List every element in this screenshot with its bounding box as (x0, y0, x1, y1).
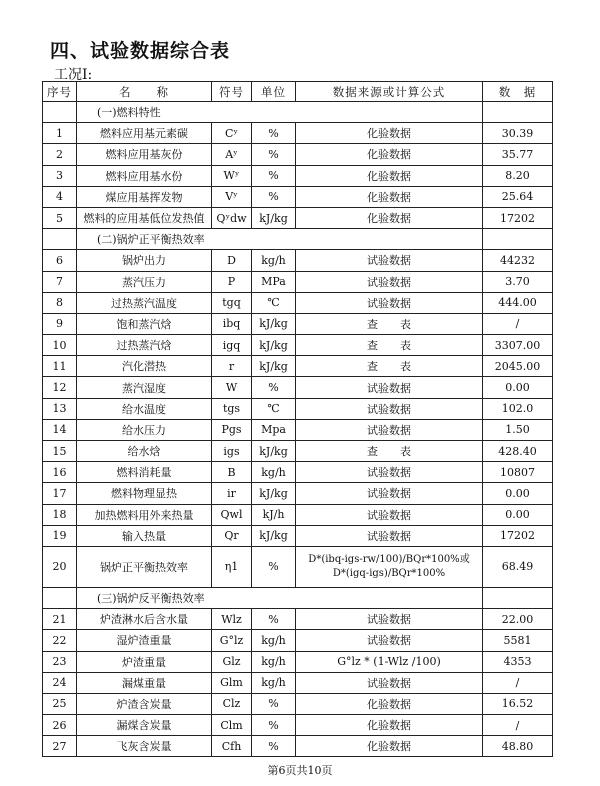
row-symbol: tgq (212, 292, 252, 313)
row-source: 化验数据 (296, 736, 483, 757)
table-row (43, 207, 553, 228)
row-name: 过热蒸汽焓 (77, 335, 212, 356)
row-source: 化验数据 (296, 144, 483, 165)
row-number: 9 (43, 313, 77, 334)
table-body (43, 102, 553, 757)
table-row (43, 186, 553, 207)
row-unit: MPa (252, 271, 296, 292)
row-unit: % (252, 715, 296, 736)
row-source: G°lz * (1-Wlz /100) (296, 651, 483, 672)
row-source: 试验数据 (296, 398, 483, 419)
row-number: 23 (43, 651, 77, 672)
row-name: 加热燃料用外来热量 (77, 504, 212, 525)
row-source: 试验数据 (296, 483, 483, 504)
row-name: 漏煤含炭量 (77, 715, 212, 736)
row-symbol: Glz (212, 651, 252, 672)
table-row (43, 271, 553, 292)
row-name: 煤应用基挥发物 (77, 186, 212, 207)
row-value: 30.39 (483, 123, 553, 144)
row-symbol: igs (212, 441, 252, 462)
row-value: 35.77 (483, 144, 553, 165)
row-symbol: P (212, 271, 252, 292)
row-value: 102.0 (483, 398, 553, 419)
section-label: (三)锅炉反平衡热效率 (77, 587, 483, 608)
row-value: 17202 (483, 207, 553, 228)
row-source: 试验数据 (296, 462, 483, 483)
row-number: 16 (43, 462, 77, 483)
table-row (43, 144, 553, 165)
row-name: 过热蒸汽温度 (77, 292, 212, 313)
row-number: 22 (43, 630, 77, 651)
row-value: 8.20 (483, 165, 553, 186)
row-source: 化验数据 (296, 186, 483, 207)
table-row (43, 250, 553, 271)
empty-cell (43, 102, 77, 123)
row-number: 12 (43, 377, 77, 398)
row-name: 湿炉渣重量 (77, 630, 212, 651)
row-source: 试验数据 (296, 377, 483, 398)
row-name: 锅炉出力 (77, 250, 212, 271)
row-value: 1.50 (483, 419, 553, 440)
table-row (43, 483, 553, 504)
section-row (43, 229, 553, 250)
row-symbol: B (212, 462, 252, 483)
row-name: 锅炉正平衡热效率 (77, 546, 212, 587)
row-value: 3307.00 (483, 335, 553, 356)
row-unit: kJ/kg (252, 525, 296, 546)
empty-cell (43, 587, 77, 608)
row-symbol: tgs (212, 398, 252, 419)
row-number: 14 (43, 419, 77, 440)
row-number: 24 (43, 672, 77, 693)
formula-line: D*(igq-igs)/BQr*100% (332, 567, 446, 579)
row-value: 4353 (483, 651, 553, 672)
row-symbol: G°lz (212, 630, 252, 651)
row-symbol: ir (212, 483, 252, 504)
row-name: 漏煤重量 (77, 672, 212, 693)
row-number: 6 (43, 250, 77, 271)
row-source: 化验数据 (296, 165, 483, 186)
row-name: 给水焓 (77, 441, 212, 462)
row-unit: % (252, 186, 296, 207)
row-value: / (483, 313, 553, 334)
table-row (43, 165, 553, 186)
row-unit: kJ/kg (252, 483, 296, 504)
row-number: 11 (43, 356, 77, 377)
row-value: 2045.00 (483, 356, 553, 377)
row-value: 0.00 (483, 504, 553, 525)
row-symbol: ibq (212, 313, 252, 334)
table-row (43, 377, 553, 398)
row-number: 19 (43, 525, 77, 546)
row-number: 18 (43, 504, 77, 525)
row-source: 查 表 (296, 441, 483, 462)
row-unit: % (252, 693, 296, 714)
table-row (43, 651, 553, 672)
row-source: 试验数据 (296, 419, 483, 440)
column-header: 序号 (43, 82, 77, 102)
row-number: 17 (43, 483, 77, 504)
row-unit: kg/h (252, 672, 296, 693)
table-row (43, 313, 553, 334)
row-source: 查 表 (296, 335, 483, 356)
row-unit: % (252, 736, 296, 757)
row-name: 输入热量 (77, 525, 212, 546)
row-number: 26 (43, 715, 77, 736)
empty-cell (483, 229, 553, 250)
row-symbol: D (212, 250, 252, 271)
table-row (43, 356, 553, 377)
page-footer: 第6页共10页 (267, 764, 333, 777)
table-row (43, 292, 553, 313)
column-header: 单位 (252, 82, 296, 102)
row-value: / (483, 672, 553, 693)
row-name: 汽化潜热 (77, 356, 212, 377)
table-row (43, 672, 553, 693)
row-symbol: Aʸ (212, 144, 252, 165)
table-row (43, 504, 553, 525)
row-symbol: Wlz (212, 609, 252, 630)
table-row (43, 715, 553, 736)
row-value: 22.00 (483, 609, 553, 630)
row-unit: kg/h (252, 630, 296, 651)
row-unit: ℃ (252, 292, 296, 313)
row-name: 燃料消耗量 (77, 462, 212, 483)
row-value: 25.64 (483, 186, 553, 207)
row-source: 试验数据 (296, 250, 483, 271)
row-number: 27 (43, 736, 77, 757)
row-source: 试验数据 (296, 271, 483, 292)
row-source: 化验数据 (296, 715, 483, 736)
section-row (43, 102, 553, 123)
row-source: 试验数据 (296, 525, 483, 546)
table-row (43, 525, 553, 546)
table-row (43, 441, 553, 462)
row-value: 0.00 (483, 377, 553, 398)
document-title: 四、试验数据综合表 (50, 40, 231, 62)
empty-cell (483, 587, 553, 608)
row-symbol: Qʸdw (212, 207, 252, 228)
section-row (43, 587, 553, 608)
row-unit: kJ/kg (252, 313, 296, 334)
row-source: 试验数据 (296, 630, 483, 651)
row-symbol: Vʸ (212, 186, 252, 207)
row-number: 13 (43, 398, 77, 419)
formula-line: D*(ibq-igs-rw/100)/BQr*100%或 (308, 553, 470, 565)
row-number: 10 (43, 335, 77, 356)
row-number: 21 (43, 609, 77, 630)
empty-cell (483, 102, 553, 123)
row-symbol: Pgs (212, 419, 252, 440)
table-row (43, 609, 553, 630)
row-name: 燃料应用基水份 (77, 165, 212, 186)
row-symbol: Cfh (212, 736, 252, 757)
section-label: (二)锅炉正平衡热效率 (77, 229, 483, 250)
row-unit: kJ/kg (252, 441, 296, 462)
row-number: 4 (43, 186, 77, 207)
table-row (43, 630, 553, 651)
row-symbol: Qwl (212, 504, 252, 525)
row-number: 25 (43, 693, 77, 714)
row-name: 燃料的应用基低位发热值 (77, 207, 212, 228)
table-row (43, 398, 553, 419)
section-label: (一)燃料特性 (77, 102, 483, 123)
table-row (43, 693, 553, 714)
row-unit: kg/h (252, 651, 296, 672)
table-row (43, 736, 553, 757)
row-unit: Mpa (252, 419, 296, 440)
row-name: 飞灰含炭量 (77, 736, 212, 757)
row-symbol: Clm (212, 715, 252, 736)
row-source: 试验数据 (296, 292, 483, 313)
row-unit: % (252, 377, 296, 398)
row-unit: kJ/kg (252, 335, 296, 356)
row-unit: % (252, 123, 296, 144)
row-name: 燃料应用基元素碳 (77, 123, 212, 144)
row-value: 48.80 (483, 736, 553, 757)
row-symbol: Glm (212, 672, 252, 693)
row-name: 燃料物理显热 (77, 483, 212, 504)
row-number: 7 (43, 271, 77, 292)
row-value: / (483, 715, 553, 736)
row-name: 炉渣淋水后含水量 (77, 609, 212, 630)
row-unit: % (252, 144, 296, 165)
row-unit: ℃ (252, 398, 296, 419)
row-value: 0.00 (483, 483, 553, 504)
row-source: 化验数据 (296, 207, 483, 228)
column-header: 名 称 (77, 82, 212, 102)
condition-label: 工况I: (54, 67, 93, 83)
row-symbol: r (212, 356, 252, 377)
row-source (296, 546, 483, 587)
row-unit: % (252, 165, 296, 186)
row-value: 10807 (483, 462, 553, 483)
row-number: 2 (43, 144, 77, 165)
row-unit: % (252, 609, 296, 630)
row-value: 68.49 (483, 546, 553, 587)
row-name: 饱和蒸汽焓 (77, 313, 212, 334)
row-unit: kg/h (252, 250, 296, 271)
row-symbol: Wʸ (212, 165, 252, 186)
row-value: 428.40 (483, 441, 553, 462)
row-symbol: Qr (212, 525, 252, 546)
test-data-table (42, 81, 553, 757)
row-symbol: Clz (212, 693, 252, 714)
row-source: 查 表 (296, 356, 483, 377)
row-source: 化验数据 (296, 693, 483, 714)
row-source: 化验数据 (296, 123, 483, 144)
row-symbol: W (212, 377, 252, 398)
row-unit: kJ/kg (252, 356, 296, 377)
table-header-row (43, 82, 553, 102)
row-unit: kJ/kg (252, 207, 296, 228)
row-symbol: Cʸ (212, 123, 252, 144)
row-value: 3.70 (483, 271, 553, 292)
row-source: 查 表 (296, 313, 483, 334)
row-name: 蒸汽湿度 (77, 377, 212, 398)
row-unit: kJ/h (252, 504, 296, 525)
row-value: 16.52 (483, 693, 553, 714)
row-name: 给水温度 (77, 398, 212, 419)
row-unit: kg/h (252, 462, 296, 483)
row-name: 燃料应用基灰份 (77, 144, 212, 165)
row-name: 蒸汽压力 (77, 271, 212, 292)
row-value: 5581 (483, 630, 553, 651)
column-header: 数据来源或计算公式 (296, 82, 483, 102)
row-symbol: igq (212, 335, 252, 356)
row-number: 5 (43, 207, 77, 228)
row-name: 炉渣重量 (77, 651, 212, 672)
table-row (43, 419, 553, 440)
row-name: 给水压力 (77, 419, 212, 440)
row-value: 17202 (483, 525, 553, 546)
row-number: 8 (43, 292, 77, 313)
row-unit: % (252, 546, 296, 587)
table-row (43, 335, 553, 356)
row-name: 炉渣含炭量 (77, 693, 212, 714)
row-value: 444.00 (483, 292, 553, 313)
row-symbol: η1 (212, 546, 252, 587)
row-value: 44232 (483, 250, 553, 271)
empty-cell (43, 229, 77, 250)
row-source: 试验数据 (296, 672, 483, 693)
table-row (43, 123, 553, 144)
row-number: 20 (43, 546, 77, 587)
row-number: 15 (43, 441, 77, 462)
row-source: 试验数据 (296, 504, 483, 525)
table-row (43, 546, 553, 587)
row-source: 试验数据 (296, 609, 483, 630)
table-row (43, 462, 553, 483)
row-number: 3 (43, 165, 77, 186)
column-header: 符号 (212, 82, 252, 102)
column-header: 数 据 (483, 82, 553, 102)
row-number: 1 (43, 123, 77, 144)
